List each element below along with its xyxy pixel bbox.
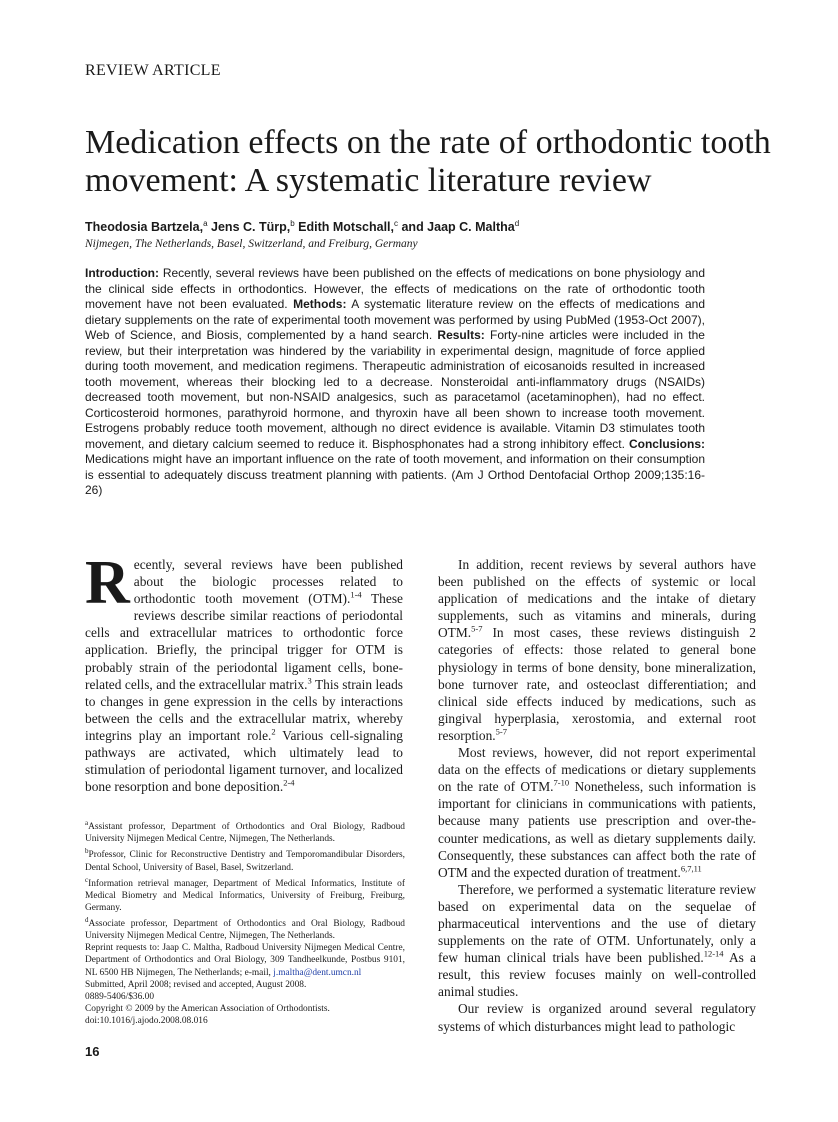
copyright: Copyright © 2009 by the American Association of Orthodontists. (85, 1003, 330, 1014)
abstract-results-text: Forty-nine articles were included in the review, but their interpretation was hindered by the variability in experimental design, magnitude of force applied during tooth movement, and medication regimens. Therapeutic administration of eicosanoids resulted in increased tooth movement, whereas their blocking led to a decrease. Nonsteroidal anti-inflammatory drugs (NSAIDs) decreased tooth movement, but non-NSAID analgesics, such as paracetamol (acetaminophen), had no effect. Corticosteroid hormones, parathyroid hormone, and thyroxin have all been shown to increase tooth movement. Estrogens probably reduce tooth movement, although no direct evidence is available. Vitamin D3 stimulates tooth movement, and dietary calcium seemed to reduce it. Bisphosphonates had a strong inhibitory effect. (85, 328, 705, 451)
footnote (85, 914, 405, 942)
abstract-intro-heading: Introduction: (85, 266, 159, 280)
article-title: Medication effects on the rate of orthodontic tooth movement: A systematic literature review (85, 124, 771, 199)
citation-ref: 2-4 (283, 777, 295, 788)
body-paragraph (438, 744, 756, 881)
body-text: In addition, recent reviews by several authors have been published on the effects of systemic or local application of medications and the intake of dietary supplements, such as vitamins and minerals, during OTM. (438, 557, 756, 641)
footnote (85, 845, 405, 873)
footnote-mark: c (85, 875, 89, 884)
doi: doi:10.1016/j.ajodo.2008.08.016 (85, 1015, 208, 1026)
footnote-mark: a (85, 819, 89, 827)
reprint-request (85, 942, 405, 978)
author-name: Edith Motschall, (298, 220, 394, 235)
citation-ref: 12-14 (703, 948, 724, 959)
abstract-conclusions-text: Medications might have an important influence on the rate of tooth movement, and information on their consumption is essential to adequately discuss treatment planning with patients. (Am J Orthod Dentofacial Orthop 2009;135:16-26) (85, 452, 705, 497)
body-text: Our review is organized around several regulatory systems of which disturbances might lead to pathologic (438, 1001, 756, 1034)
citation-ref: 2 (271, 726, 276, 737)
body-column-left (85, 549, 403, 795)
body-paragraph (438, 556, 756, 744)
citation-ref: 5-7 (471, 623, 483, 634)
citation-ref: 3 (307, 675, 312, 686)
footnote-text: Information retrieval manager, Department of Medical Informatics, Institute of Medical Biometry and Medical Informatics, University of Freiburg, Freiburg, Germany. (85, 878, 405, 913)
section-label: REVIEW ARTICLE (85, 62, 221, 79)
author-mark: c (394, 219, 398, 228)
author-mark: a (203, 219, 208, 228)
footnote-text: Associate professor, Department of Orthodontics and Oral Biology, Radboud University Nijmegen Medical Centre, Nijmegen, The Netherlands. (85, 919, 405, 942)
author-name: and Jaap C. Maltha (401, 220, 515, 235)
citation-ref: 5-7 (495, 726, 507, 737)
author-mark: b (290, 219, 295, 228)
footnote-text: Professor, Clinic for Reconstructive Dentistry and Temporomandibular Disorders, Dental School, University of Basel, Basel, Switzerland. (85, 850, 405, 873)
footnote (85, 874, 405, 914)
author-name: Theodosia Bartzela, (85, 220, 204, 235)
body-text: These reviews describe similar reactions of periodontal cells and extracellular matrices to orthodontic force application. Briefly, the principal trigger for OTM is probably strain of the periodontal ligament cells, bone-related cells, and the extracellular matrix. (85, 591, 403, 692)
author-list (85, 219, 765, 234)
citation-ref: 7-10 (553, 777, 570, 788)
abstract-intro-text: Recently, several reviews have been published on the effects of medications on bone physiology and the clinical side effects in orthodontics. However, the effects of medications on the rate of orthodontic tooth movement have not been evaluated. (85, 266, 705, 311)
body-column-right (438, 556, 756, 1035)
body-text: This strain leads to changes in gene expression in the cells by interactions between the cells and the extracellular matrix, whereby integrins play an important role. (85, 676, 403, 743)
body-text: Therefore, we performed a systematic literature review based on experimental data on the sequelae of pharmaceutical interventions and the use of dietary supplements on the rate of OTM. Unfortunately, only a few human clinical trials have been published. (438, 881, 756, 966)
drop-cap: R (85, 549, 130, 617)
footnotes (85, 817, 405, 1027)
body-paragraph (85, 549, 403, 795)
body-text: Various cell-signaling pathways are activated, which ultimately lead to stimulation of periodontal ligament turnover, and localized bone resorption and bone deposition. (85, 727, 403, 795)
page-number: 16 (85, 1044, 100, 1059)
issn-price: 0889-5406/$36.00 (85, 991, 155, 1002)
body-text: ecently, several reviews have been published about the biologic processes related to orthodontic tooth movement (OTM). (133, 557, 403, 607)
author-mark: d (514, 219, 520, 228)
body-text: As a result, this review focuses mainly on well-controlled animal studies. (438, 950, 756, 1000)
submission-dates: Submitted, April 2008; revised and accepted, August 2008. (85, 979, 307, 990)
footnote-text: Assistant professor, Department of Orthodontics and Oral Biology, Radboud University Nijmegen Medical Centre, Nijmegen, The Netherlands. (85, 822, 405, 845)
footnote-mark: b (85, 847, 89, 856)
author-name: Jens C. Türp, (211, 220, 291, 235)
abstract-methods-text: A systematic literature review on the effects of medications and dietary supplements on the rate of experimental tooth movement was performed by using PubMed (1953-Oct 2007), Web of Science, and Biosis, complemented by a hand search. (85, 297, 705, 342)
abstract-conclusions-heading: Conclusions: (628, 436, 705, 451)
body-paragraph (438, 881, 756, 1001)
body-text: Most reviews, however, did not report experimental data on the effects of medications or dietary supplements on the rate of OTM. (438, 745, 756, 795)
affiliation-line: Nijmegen, The Netherlands, Basel, Switzerland, and Freiburg, Germany (85, 238, 418, 250)
abstract (85, 266, 705, 499)
email-link[interactable]: j.maltha@dent.umcn.nl (273, 967, 362, 978)
abstract-results-heading: Results: (437, 328, 485, 342)
body-text: Nonetheless, such information is important for clinicians in communications with patients, because many patients use prescription and over-the-counter medications, as well as dietary supplements daily. Consequently, these substances can affect both the rate of OTM and the expected duration of treatment. (438, 779, 757, 880)
citation-ref: 6,7,11 (680, 863, 702, 874)
body-text: In most cases, these reviews distinguish 2 categories of effects: those related to general bone physiology in terms of bone density, bone mineralization, bone turnover rate, and osteoclast differentiation; and clinical side effects induced by medications, such as gingival hyperplasia, xerostomia, and external root resorption. (438, 625, 756, 743)
body-paragraph (438, 1000, 756, 1034)
abstract-methods-heading: Methods: (293, 297, 347, 311)
footnote-mark: d (85, 916, 89, 925)
citation-ref: 1-4 (350, 589, 362, 600)
footnote (85, 817, 405, 845)
footnote-text: Reprint requests to: Jaap C. Maltha, Radboud University Nijmegen Medical Centre, Department of Orthodontics and Oral Biology, 309 Tandheelkunde, Postbus 9101, NL 6500 HB Nijmegen, The Netherlands; e-mail, (85, 943, 405, 978)
